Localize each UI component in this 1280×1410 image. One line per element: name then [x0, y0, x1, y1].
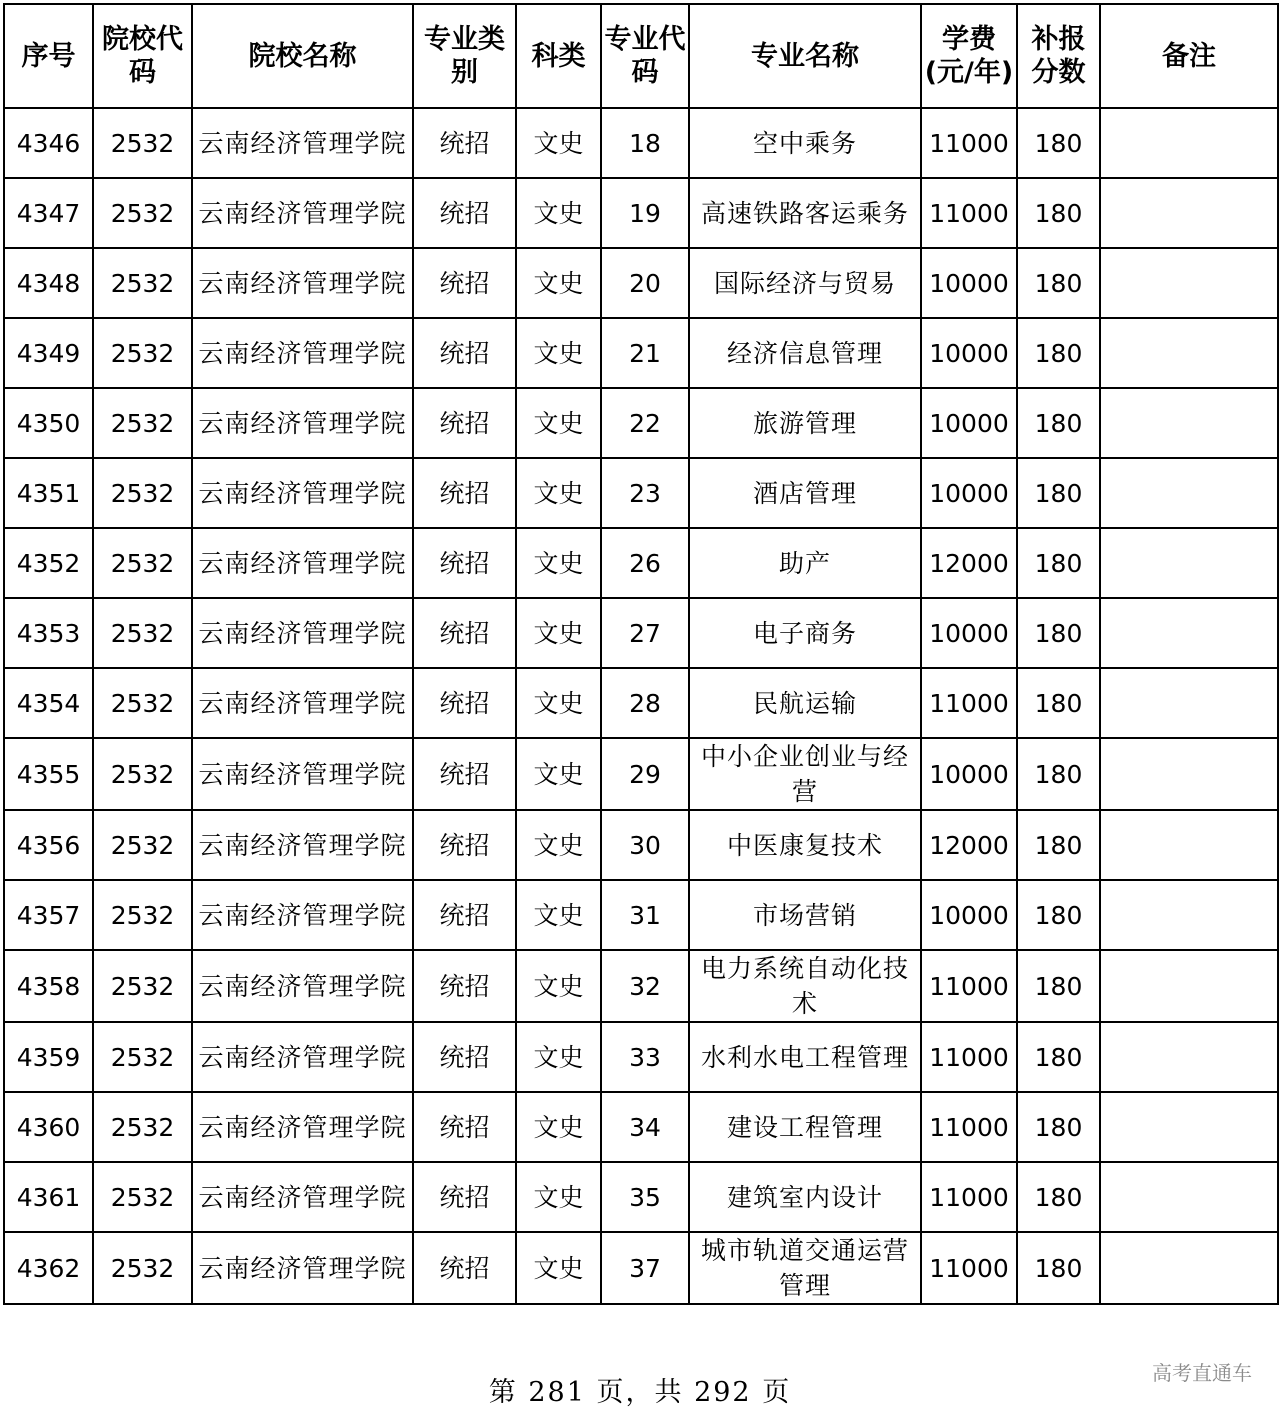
cell-note [1100, 1022, 1278, 1092]
cell-major-name: 建筑室内设计 [689, 1162, 921, 1232]
table-row [4, 178, 1278, 248]
cell-school-name: 云南经济管理学院 [192, 810, 413, 880]
cell-score: 180 [1017, 880, 1100, 950]
table-body [4, 108, 1278, 1304]
cell-tuition: 11000 [921, 668, 1017, 738]
cell-major-code: 30 [601, 810, 689, 880]
cell-note [1100, 1092, 1278, 1162]
cell-subject: 文史 [516, 178, 601, 248]
admission-table [3, 3, 1279, 1305]
cell-subject: 文史 [516, 458, 601, 528]
cell-note [1100, 458, 1278, 528]
header-cell-school-name: 院校名称 [192, 4, 413, 108]
cell-no: 4355 [4, 738, 93, 810]
cell-major-name: 城市轨道交通运营管理 [689, 1232, 921, 1304]
cell-tuition: 12000 [921, 528, 1017, 598]
cell-no: 4346 [4, 108, 93, 178]
table-row [4, 738, 1278, 810]
cell-major-code: 35 [601, 1162, 689, 1232]
cell-major-name: 助产 [689, 528, 921, 598]
cell-school-code: 2532 [93, 108, 192, 178]
cell-school-code: 2532 [93, 248, 192, 318]
cell-school-name: 云南经济管理学院 [192, 388, 413, 458]
cell-category: 统招 [413, 318, 516, 388]
cell-major-name: 电力系统自动化技术 [689, 950, 921, 1022]
table-row [4, 388, 1278, 458]
cell-category: 统招 [413, 458, 516, 528]
cell-category: 统招 [413, 738, 516, 810]
cell-major-name: 电子商务 [689, 598, 921, 668]
table-row [4, 248, 1278, 318]
table-row [4, 1092, 1278, 1162]
cell-note [1100, 178, 1278, 248]
cell-subject: 文史 [516, 318, 601, 388]
cell-note [1100, 668, 1278, 738]
cell-major-name: 水利水电工程管理 [689, 1022, 921, 1092]
cell-school-code: 2532 [93, 388, 192, 458]
cell-school-name: 云南经济管理学院 [192, 178, 413, 248]
cell-school-name: 云南经济管理学院 [192, 458, 413, 528]
cell-major-code: 22 [601, 388, 689, 458]
cell-school-code: 2532 [93, 458, 192, 528]
cell-subject: 文史 [516, 248, 601, 318]
cell-major-code: 26 [601, 528, 689, 598]
header-row [4, 4, 1278, 108]
cell-no: 4350 [4, 388, 93, 458]
cell-subject: 文史 [516, 668, 601, 738]
cell-category: 统招 [413, 598, 516, 668]
cell-school-name: 云南经济管理学院 [192, 528, 413, 598]
cell-tuition: 12000 [921, 810, 1017, 880]
cell-school-code: 2532 [93, 598, 192, 668]
cell-school-name: 云南经济管理学院 [192, 950, 413, 1022]
header-cell-major-name: 专业名称 [689, 4, 921, 108]
cell-major-code: 18 [601, 108, 689, 178]
table-row [4, 318, 1278, 388]
cell-major-code: 34 [601, 1092, 689, 1162]
cell-major-name: 中医康复技术 [689, 810, 921, 880]
cell-school-code: 2532 [93, 1092, 192, 1162]
cell-no: 4358 [4, 950, 93, 1022]
cell-no: 4354 [4, 668, 93, 738]
cell-major-name: 市场营销 [689, 880, 921, 950]
cell-school-name: 云南经济管理学院 [192, 598, 413, 668]
cell-category: 统招 [413, 248, 516, 318]
cell-major-code: 31 [601, 880, 689, 950]
cell-major-name: 国际经济与贸易 [689, 248, 921, 318]
cell-subject: 文史 [516, 950, 601, 1022]
table-row [4, 108, 1278, 178]
cell-no: 4348 [4, 248, 93, 318]
cell-note [1100, 738, 1278, 810]
cell-tuition: 11000 [921, 178, 1017, 248]
cell-subject: 文史 [516, 1092, 601, 1162]
cell-school-name: 云南经济管理学院 [192, 1092, 413, 1162]
cell-note [1100, 880, 1278, 950]
cell-category: 统招 [413, 1162, 516, 1232]
header-cell-tuition: 学费(元/年) [921, 4, 1017, 108]
table-row [4, 880, 1278, 950]
cell-subject: 文史 [516, 528, 601, 598]
cell-school-name: 云南经济管理学院 [192, 880, 413, 950]
cell-no: 4360 [4, 1092, 93, 1162]
cell-subject: 文史 [516, 598, 601, 668]
cell-score: 180 [1017, 598, 1100, 668]
cell-school-name: 云南经济管理学院 [192, 1162, 413, 1232]
cell-no: 4357 [4, 880, 93, 950]
cell-major-name: 民航运输 [689, 668, 921, 738]
cell-category: 统招 [413, 1022, 516, 1092]
cell-no: 4353 [4, 598, 93, 668]
cell-major-code: 32 [601, 950, 689, 1022]
cell-no: 4362 [4, 1232, 93, 1304]
cell-school-code: 2532 [93, 668, 192, 738]
cell-tuition: 11000 [921, 1092, 1017, 1162]
cell-major-name: 酒店管理 [689, 458, 921, 528]
header-cell-note: 备注 [1100, 4, 1278, 108]
cell-note [1100, 598, 1278, 668]
table-row [4, 1232, 1278, 1304]
cell-tuition: 10000 [921, 598, 1017, 668]
cell-school-code: 2532 [93, 880, 192, 950]
cell-score: 180 [1017, 810, 1100, 880]
cell-category: 统招 [413, 1232, 516, 1304]
cell-school-code: 2532 [93, 738, 192, 810]
cell-major-code: 20 [601, 248, 689, 318]
watermark-text: 高考直通车 [1152, 1361, 1252, 1385]
cell-no: 4347 [4, 178, 93, 248]
cell-tuition: 11000 [921, 1022, 1017, 1092]
cell-score: 180 [1017, 388, 1100, 458]
cell-category: 统招 [413, 880, 516, 950]
cell-score: 180 [1017, 108, 1100, 178]
cell-major-name: 空中乘务 [689, 108, 921, 178]
cell-note [1100, 1232, 1278, 1304]
cell-subject: 文史 [516, 1162, 601, 1232]
cell-major-name: 中小企业创业与经营 [689, 738, 921, 810]
cell-school-name: 云南经济管理学院 [192, 1232, 413, 1304]
header-cell-no: 序号 [4, 4, 93, 108]
cell-school-code: 2532 [93, 528, 192, 598]
cell-note [1100, 950, 1278, 1022]
cell-tuition: 11000 [921, 108, 1017, 178]
table-row [4, 1022, 1278, 1092]
cell-category: 统招 [413, 178, 516, 248]
cell-category: 统招 [413, 668, 516, 738]
cell-major-name: 建设工程管理 [689, 1092, 921, 1162]
cell-school-code: 2532 [93, 318, 192, 388]
cell-note [1100, 388, 1278, 458]
cell-school-code: 2532 [93, 810, 192, 880]
cell-category: 统招 [413, 108, 516, 178]
table-row [4, 458, 1278, 528]
cell-school-name: 云南经济管理学院 [192, 738, 413, 810]
cell-school-code: 2532 [93, 950, 192, 1022]
cell-category: 统招 [413, 1092, 516, 1162]
cell-school-name: 云南经济管理学院 [192, 1022, 413, 1092]
page-number: 第 281 页，共 292 页 [488, 1377, 792, 1408]
header-cell-school-code: 院校代码 [93, 4, 192, 108]
cell-major-code: 19 [601, 178, 689, 248]
cell-score: 180 [1017, 950, 1100, 1022]
cell-score: 180 [1017, 668, 1100, 738]
cell-school-code: 2532 [93, 1022, 192, 1092]
cell-note [1100, 318, 1278, 388]
cell-tuition: 11000 [921, 950, 1017, 1022]
cell-score: 180 [1017, 248, 1100, 318]
cell-note [1100, 528, 1278, 598]
cell-tuition: 11000 [921, 1232, 1017, 1304]
cell-school-name: 云南经济管理学院 [192, 668, 413, 738]
cell-major-code: 27 [601, 598, 689, 668]
cell-school-name: 云南经济管理学院 [192, 108, 413, 178]
cell-score: 180 [1017, 1022, 1100, 1092]
cell-subject: 文史 [516, 1232, 601, 1304]
cell-no: 4356 [4, 810, 93, 880]
cell-note [1100, 248, 1278, 318]
table-row [4, 668, 1278, 738]
header-cell-subject: 科类 [516, 4, 601, 108]
cell-major-code: 33 [601, 1022, 689, 1092]
cell-subject: 文史 [516, 738, 601, 810]
cell-tuition: 11000 [921, 1162, 1017, 1232]
cell-tuition: 10000 [921, 248, 1017, 318]
cell-major-code: 29 [601, 738, 689, 810]
cell-school-code: 2532 [93, 1162, 192, 1232]
cell-tuition: 10000 [921, 738, 1017, 810]
cell-school-name: 云南经济管理学院 [192, 318, 413, 388]
table-row [4, 810, 1278, 880]
cell-no: 4359 [4, 1022, 93, 1092]
cell-major-code: 37 [601, 1232, 689, 1304]
cell-category: 统招 [413, 950, 516, 1022]
cell-score: 180 [1017, 738, 1100, 810]
cell-tuition: 10000 [921, 318, 1017, 388]
cell-subject: 文史 [516, 880, 601, 950]
cell-subject: 文史 [516, 108, 601, 178]
cell-no: 4352 [4, 528, 93, 598]
cell-score: 180 [1017, 528, 1100, 598]
cell-category: 统招 [413, 528, 516, 598]
cell-school-code: 2532 [93, 1232, 192, 1304]
table-header [4, 4, 1278, 108]
cell-score: 180 [1017, 318, 1100, 388]
table-row [4, 598, 1278, 668]
cell-subject: 文史 [516, 388, 601, 458]
cell-category: 统招 [413, 810, 516, 880]
cell-major-name: 经济信息管理 [689, 318, 921, 388]
cell-major-name: 旅游管理 [689, 388, 921, 458]
cell-note [1100, 108, 1278, 178]
header-cell-category: 专业类别 [413, 4, 516, 108]
cell-category: 统招 [413, 388, 516, 458]
header-cell-major-code: 专业代码 [601, 4, 689, 108]
cell-major-name: 高速铁路客运乘务 [689, 178, 921, 248]
table-row [4, 528, 1278, 598]
cell-no: 4361 [4, 1162, 93, 1232]
cell-subject: 文史 [516, 810, 601, 880]
cell-major-code: 23 [601, 458, 689, 528]
cell-score: 180 [1017, 1092, 1100, 1162]
cell-no: 4349 [4, 318, 93, 388]
cell-major-code: 28 [601, 668, 689, 738]
cell-tuition: 10000 [921, 458, 1017, 528]
cell-school-name: 云南经济管理学院 [192, 248, 413, 318]
cell-major-code: 21 [601, 318, 689, 388]
cell-note [1100, 1162, 1278, 1232]
cell-tuition: 10000 [921, 880, 1017, 950]
table-row [4, 950, 1278, 1022]
cell-score: 180 [1017, 458, 1100, 528]
cell-school-code: 2532 [93, 178, 192, 248]
cell-score: 180 [1017, 1162, 1100, 1232]
header-cell-score: 补报分数 [1017, 4, 1100, 108]
cell-tuition: 10000 [921, 388, 1017, 458]
cell-no: 4351 [4, 458, 93, 528]
cell-note [1100, 810, 1278, 880]
table-row [4, 1162, 1278, 1232]
cell-score: 180 [1017, 1232, 1100, 1304]
cell-score: 180 [1017, 178, 1100, 248]
cell-subject: 文史 [516, 1022, 601, 1092]
